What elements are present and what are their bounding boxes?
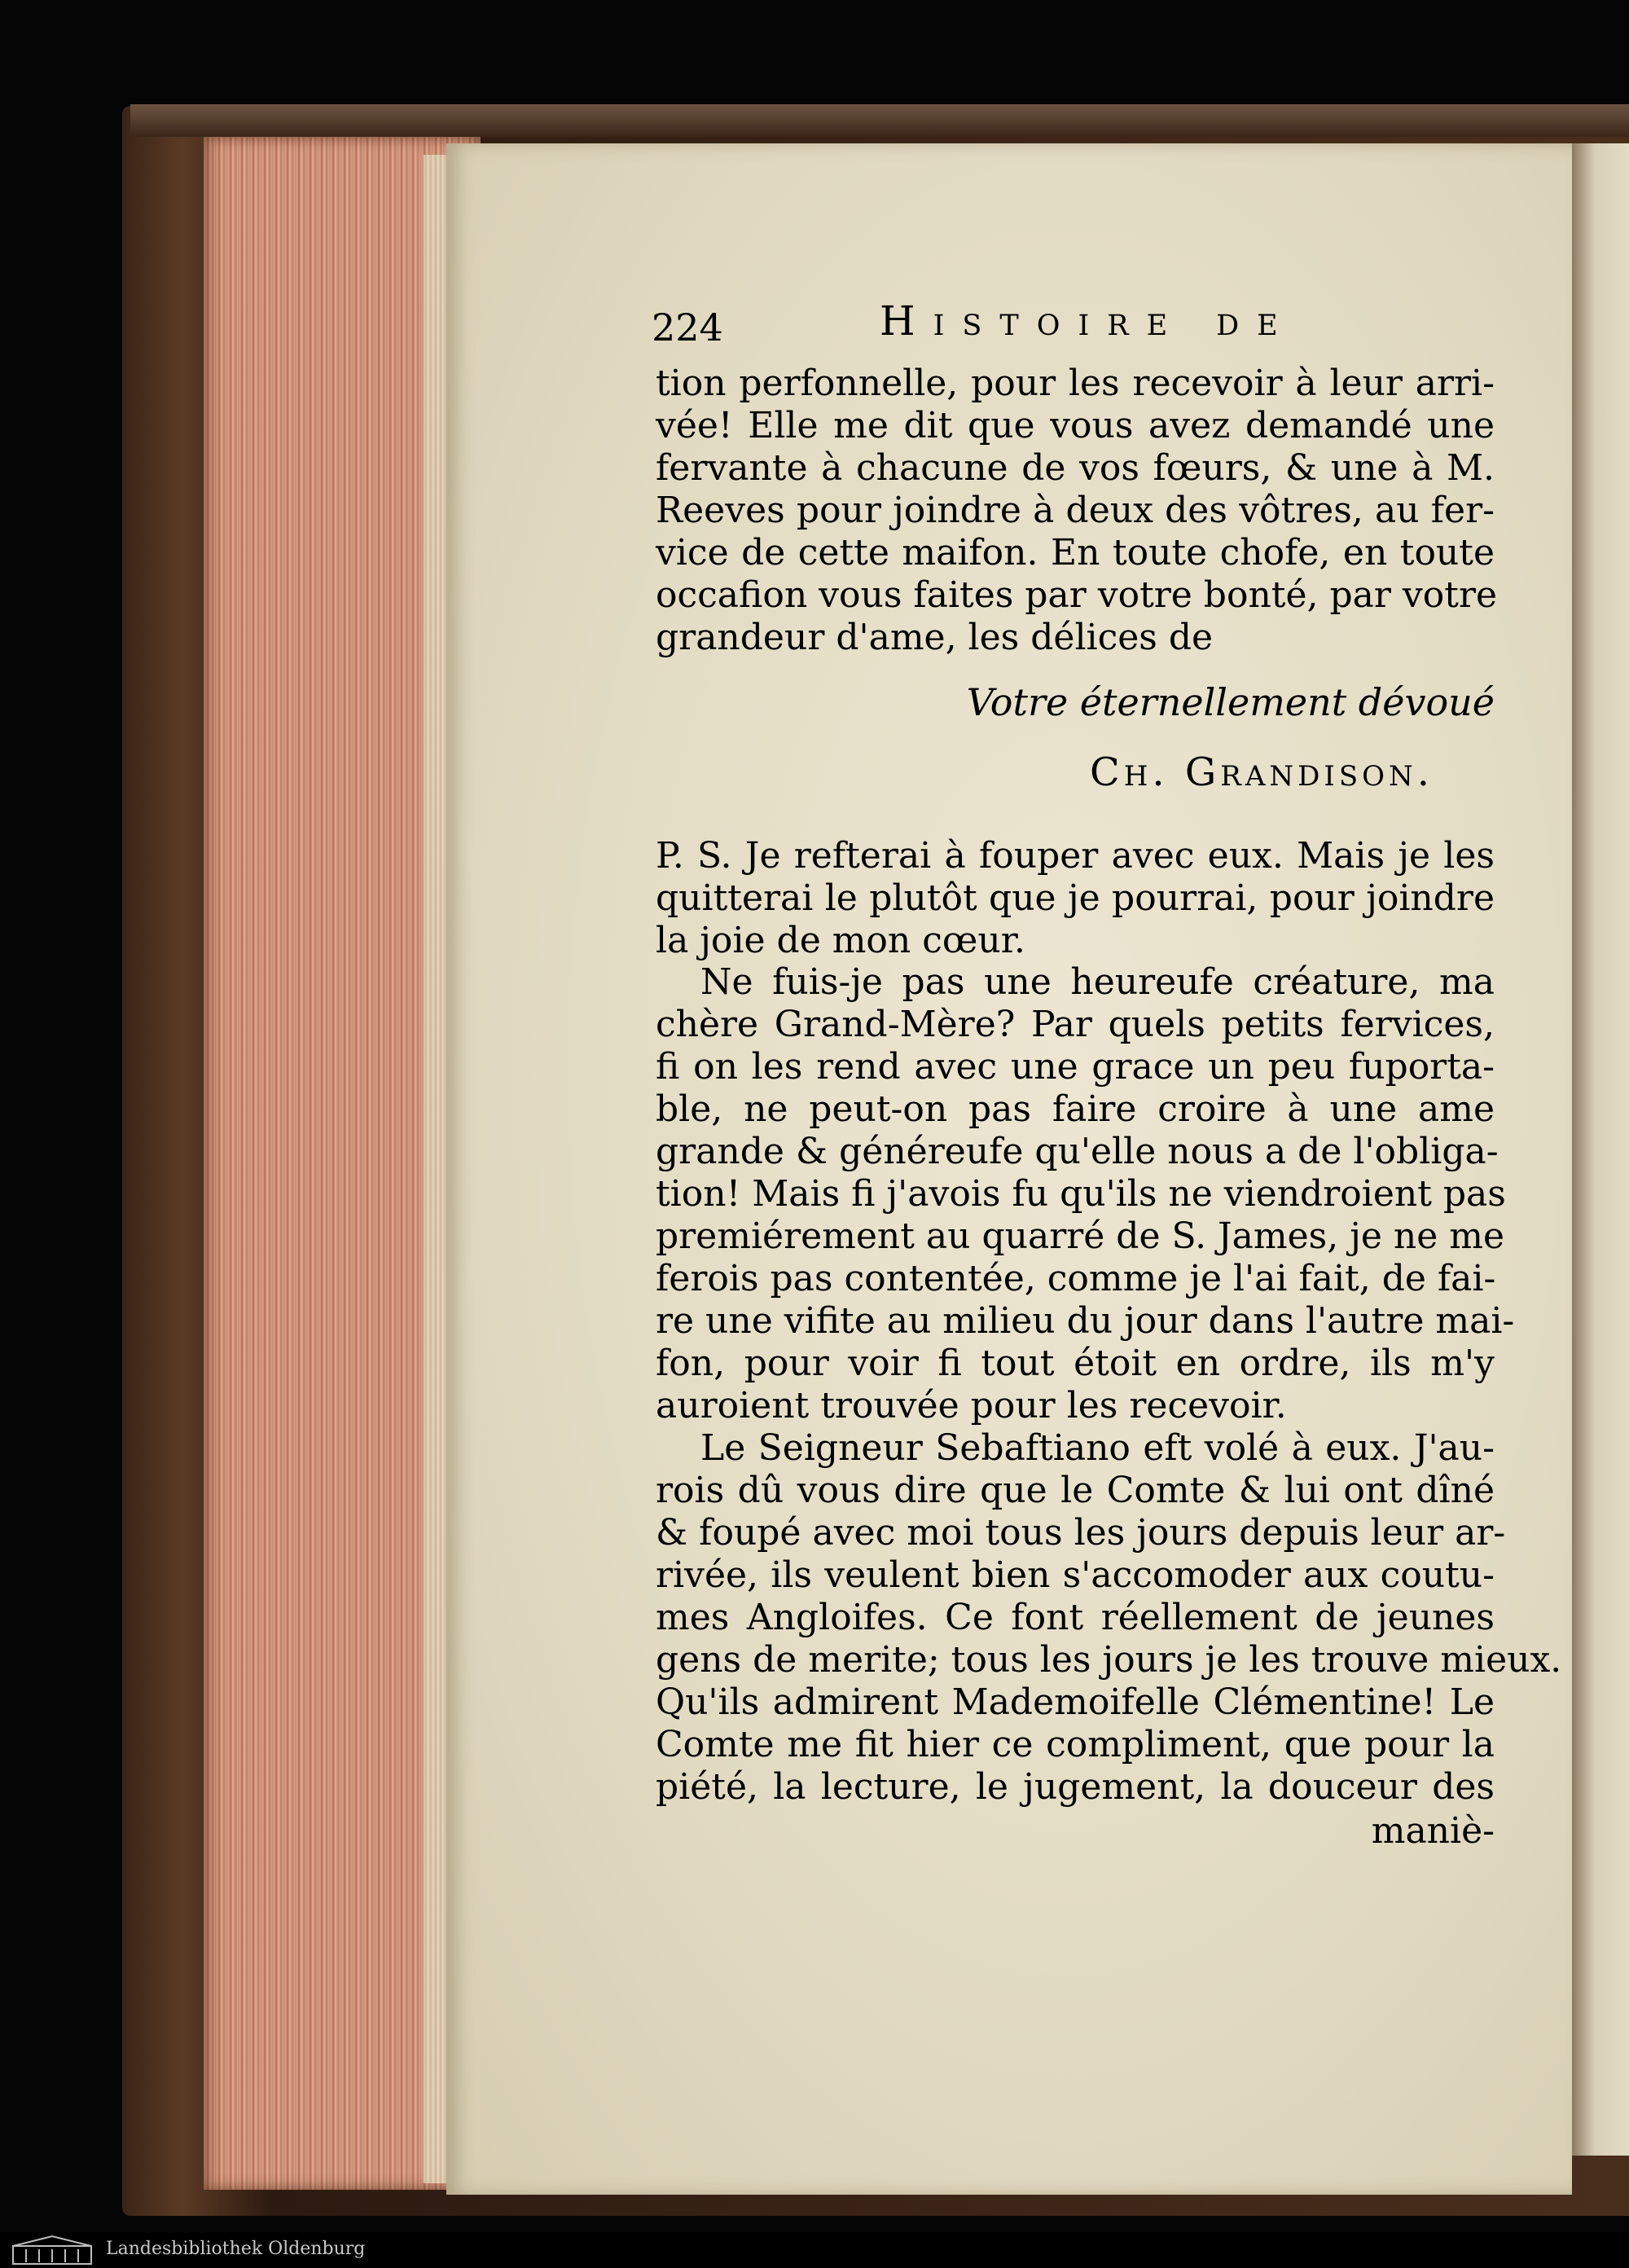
paragraph-sebastiano	[656, 1427, 1562, 1809]
text-line: vice de cette maifon. En toute chofe, en toute	[656, 532, 1495, 574]
text-line: chère Grand-Mère? Par quels petits fervices,	[656, 1004, 1495, 1045]
text-line: vée! Elle me dit que vous avez demandé une	[656, 405, 1495, 446]
library-building-icon	[11, 2235, 93, 2266]
text-line: occafion vous faites par votre bonté, par votre	[656, 574, 1498, 616]
text-line: fi on les rend avec une grace un peu fuporta-	[656, 1046, 1495, 1088]
valediction: Votre éternellement dévoué	[966, 680, 1495, 724]
text-line: re une vifite au milieu du jour dans l'autre mai-	[656, 1300, 1515, 1342]
page-number: 224	[652, 305, 723, 349]
text-line: tion perfonnelle, pour les recevoir à leur arri-	[656, 363, 1495, 404]
text-line: Le Seigneur Sebaftiano eft volé à eux. J'au-	[700, 1427, 1495, 1469]
running-head	[652, 297, 1336, 354]
text-line: la joie de mon cœur.	[656, 920, 1025, 961]
text-line: P. S. Je refterai à fouper avec eux. Mais je les	[656, 835, 1495, 877]
text-line: & foupé avec moi tous les jours depuis leur ar-	[656, 1512, 1506, 1554]
text-line: Qu'ils admirent Mademoifelle Clémentine! Le	[656, 1681, 1495, 1723]
binding-top-edge	[130, 104, 1629, 137]
text-line: tion! Mais fi j'avois fu qu'ils ne viendroient pas	[656, 1173, 1506, 1215]
text-line: rois dû vous dire que le Comte & lui ont dîné	[656, 1470, 1495, 1511]
text-line: mes Angloifes. Ce font réellement de jeunes	[656, 1597, 1495, 1638]
text-line: Comte me fit hier ce compliment, que pour la	[656, 1724, 1495, 1765]
text-line: premiérement au quarré de S. James, je ne me	[656, 1215, 1505, 1257]
facing-page-edge	[1572, 143, 1629, 2156]
text-line: fon, pour voir fi tout étoit en ordre, ils m'y	[656, 1343, 1495, 1384]
text-line: ferois pas contentée, comme je l'ai fait, de fai-	[656, 1258, 1496, 1299]
text-line: auroient trouvée pour les recevoir.	[656, 1385, 1287, 1426]
text-line: Ne fuis-je pas une heureufe créature, ma	[700, 961, 1495, 1003]
catchword: maniè-	[1371, 1810, 1495, 1852]
text-line: grandeur d'ame, les délices de	[656, 617, 1214, 658]
paragraph-grand-mere	[656, 961, 1515, 1427]
running-title: Histoire de	[880, 297, 1296, 345]
text-line: fervante à chacune de vos fœurs, & une à M.	[656, 447, 1495, 489]
text-line: piété, la lecture, le jugement, la douceur des	[656, 1766, 1495, 1808]
text-line: ble, ne peut-on pas faire croire à une ame	[656, 1088, 1495, 1130]
letter-closing-paragraph	[656, 363, 1498, 659]
text-line: gens de merite; tous les jours je les trouve mieux.	[656, 1639, 1562, 1681]
signature: Ch. Grandison.	[1089, 749, 1434, 795]
institution-name: Landesbibliothek Oldenburg	[106, 2239, 366, 2259]
text-line: Reeves pour joindre à deux des vôtres, au fer-	[656, 490, 1495, 531]
text-line: grande & généreufe qu'elle nous a de l'obliga-	[656, 1131, 1499, 1172]
postscript-paragraph	[656, 835, 1495, 962]
text-line: quitterai le plutôt que je pourrai, pour joindre	[656, 877, 1495, 919]
text-line: rivée, ils veulent bien s'accomoder aux coutu-	[656, 1554, 1495, 1596]
